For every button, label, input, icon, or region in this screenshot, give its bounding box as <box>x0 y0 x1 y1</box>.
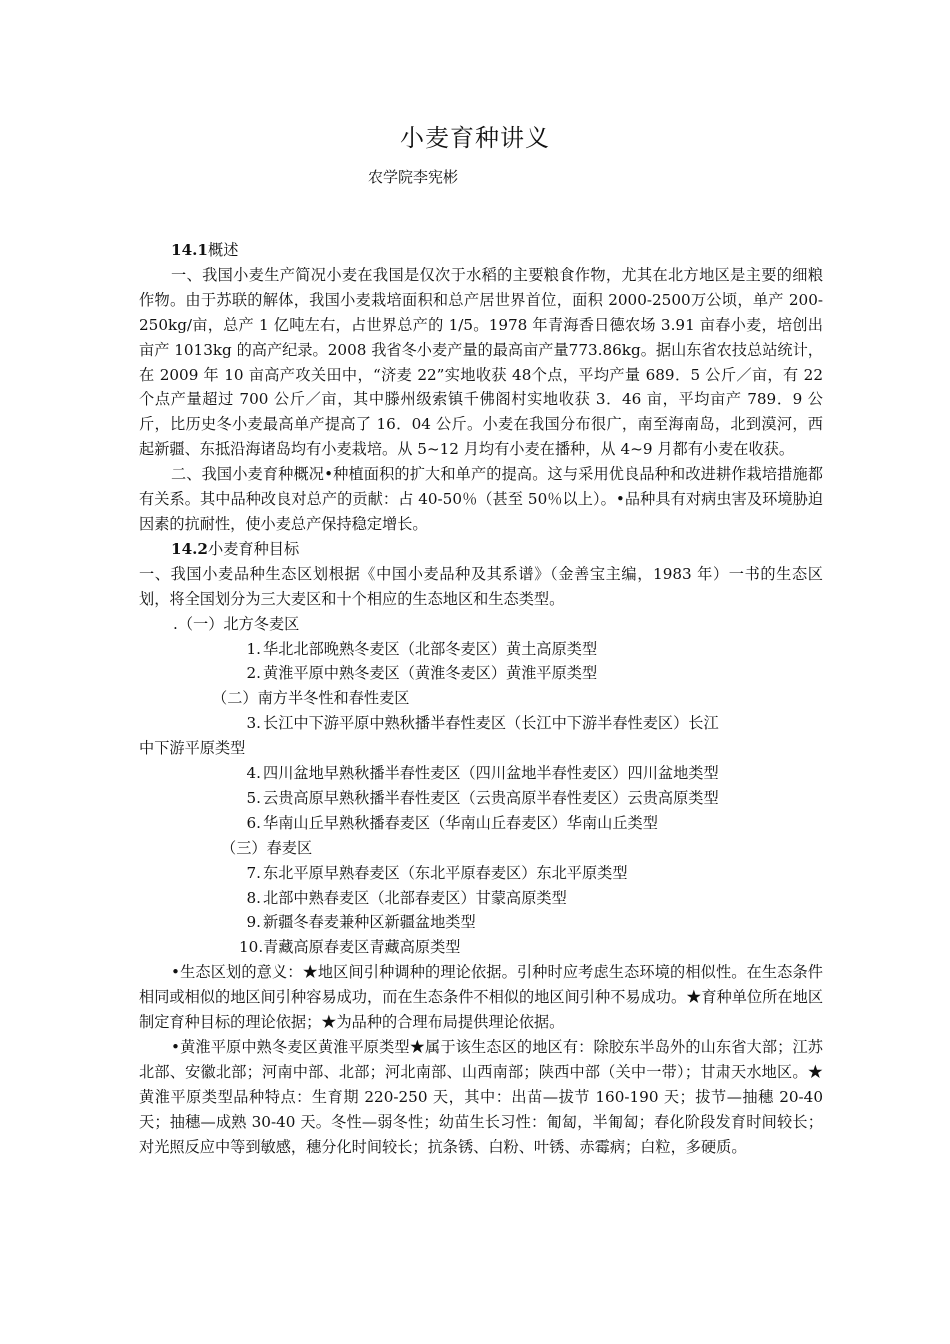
section-number: 14.2 <box>171 539 208 558</box>
author-line: 农学院李宪彬 <box>368 168 459 186</box>
list-text: 东北平原早熟春麦区（东北平原春麦区）东北平原类型 <box>263 863 628 882</box>
paragraph-zoning-significance: •生态区划的意义：★地区间引种调种的理论依据。引种时应考虑生态环境的相似性。在生态条件相同或相似的地区间引种容易成功，而在生态条件不相似的地区间引种不易成功。★育种单位所在地区制定育种目标的理论依据；★为品种的合理布局提供理论依据。 <box>139 963 823 1032</box>
list-text: 北部中熟春麦区（北部春麦区）甘蒙高原类型 <box>263 888 567 907</box>
document-title: 小麦育种讲义 <box>400 124 550 152</box>
list-number: 5. <box>246 788 261 807</box>
paragraph-ecological-zoning: 一、我国小麦品种生态区划根据《中国小麦品种及其系谱》（金善宝主编，1983 年）一书的生态区划，将全国划分为三大麦区和十个相应的生态地区和生态类型。 <box>139 564 823 608</box>
list-number: 2. <box>246 664 261 683</box>
group-heading-spring: （三）春麦区 <box>221 838 313 857</box>
list-number: 7. <box>246 863 261 882</box>
list-number: 9. <box>246 913 261 932</box>
list-item <box>139 786 823 811</box>
section-title: 概述 <box>208 241 239 259</box>
paragraph-huanghuai-zone: •黄淮平原中熟冬麦区黄淮平原类型★属于该生态区的地区有：除胶东半岛外的山东省大部；江苏北部、安徽北部；河南中部、北部；河北南部、山西南部；陕西中部（关中一带）；甘肃天水地区。★黄淮平原类型品种特点：生育期 220-250 天，其中：出苗—拔节 160-190 天；拔节—抽穗 20-40 天；抽穗—成熟 30-40 天。冬性—弱冬性；幼苗生长习性：匍匐，半匍匐；春化阶段发育时间较长；对光照反应中等到敏感，穗分化时间较长；抗条锈、白粉、叶锈、赤霉病；白粒，多硬质。 <box>139 1038 823 1156</box>
list-item <box>139 935 823 960</box>
list-text: 黄淮平原中熟冬麦区（黄淮冬麦区）黄淮平原类型 <box>263 664 598 683</box>
list-number: 6. <box>246 813 261 832</box>
list-item <box>139 637 823 662</box>
list-item <box>139 711 823 736</box>
paragraph-wheat-production: 一、我国小麦生产简况小麦在我国是仅次于水稻的主要粮食作物，尤其在北方地区是主要的细粮作物。由于苏联的解体，我国小麦栽培面积和总产居世界首位，面积 2000-2500万公顷，单产 200-250kg/亩，总产 1 亿吨左右，占世界总产的 1/5。1978 年青海香日德农场 3.91 亩春小麦，培创出亩产 1013kg 的高产纪录。2008 我省冬小麦产量的最高亩产量773.86kg。据山东省农技总站统计，在 2009 年 10 亩高产攻关田中，“济麦 22”实地收获 48个点，平均产量 689．5 公斤／亩，有 22 个点产量超过 700 公斤／亩，其中滕州级索镇千佛阁村实地收获 3．46 亩，平均亩产 789．9 公斤，比历史冬小麦最高单产提高了 16．04 公斤。小麦在我国分布很广，南至海南岛，北到漠河，西起新疆、东抵沿海诸岛均有小麦栽培。从 5~12 月均有小麦在播种，从 4~9 月都有小麦在收获。 <box>139 265 823 459</box>
document-body <box>139 238 823 1160</box>
list-text: 华南山丘早熟秋播春麦区（华南山丘春麦区）华南山丘类型 <box>263 813 658 832</box>
section-title: 小麦育种目标 <box>208 539 300 558</box>
list-number: 1. <box>246 639 261 658</box>
list-number: 8. <box>246 888 261 907</box>
group-heading-north-winter: .（一）北方冬麦区 <box>173 614 300 633</box>
section-number: 14.1 <box>171 241 208 259</box>
list-text: 青藏高原春麦区青藏高原类型 <box>263 938 461 957</box>
list-text: 华北北部晚熟冬麦区（北部冬麦区）黄土高原类型 <box>263 639 598 658</box>
list-number: 4. <box>246 764 261 783</box>
list-item <box>139 910 823 935</box>
section-heading-14-1 <box>139 238 823 263</box>
list-text: 四川盆地早熟秋播半春性麦区（四川盆地半春性麦区）四川盆地类型 <box>263 764 719 783</box>
list-item <box>139 661 823 686</box>
list-item-continuation: 中下游平原类型 <box>139 739 246 758</box>
section-heading-14-2 <box>139 537 823 562</box>
list-item <box>139 811 823 836</box>
paragraph-breeding-overview: 二、我国小麦育种概况•种植面积的扩大和单产的提高。这与采用优良品种和改进耕作栽培措施都有关系。其中品种改良对总产的贡献：占 40-50％（甚至 50％以上）。•品种具有对病虫害及环境胁迫因素的抗耐性，使小麦总产保持稳定增长。 <box>139 465 823 533</box>
list-number: 10. <box>239 938 264 957</box>
list-text: 新疆冬春麦兼种区新疆盆地类型 <box>263 913 476 932</box>
list-item <box>139 861 823 886</box>
list-text: 长江中下游平原中熟秋播半春性麦区（长江中下游半春性麦区）长江 <box>263 714 719 733</box>
list-text: 云贵高原早熟秋播半春性麦区（云贵高原半春性麦区）云贵高原类型 <box>263 788 719 807</box>
list-item <box>139 761 823 786</box>
group-heading-south: （二）南方半冬性和春性麦区 <box>212 689 410 708</box>
list-item <box>139 886 823 911</box>
list-number: 3. <box>246 714 261 733</box>
